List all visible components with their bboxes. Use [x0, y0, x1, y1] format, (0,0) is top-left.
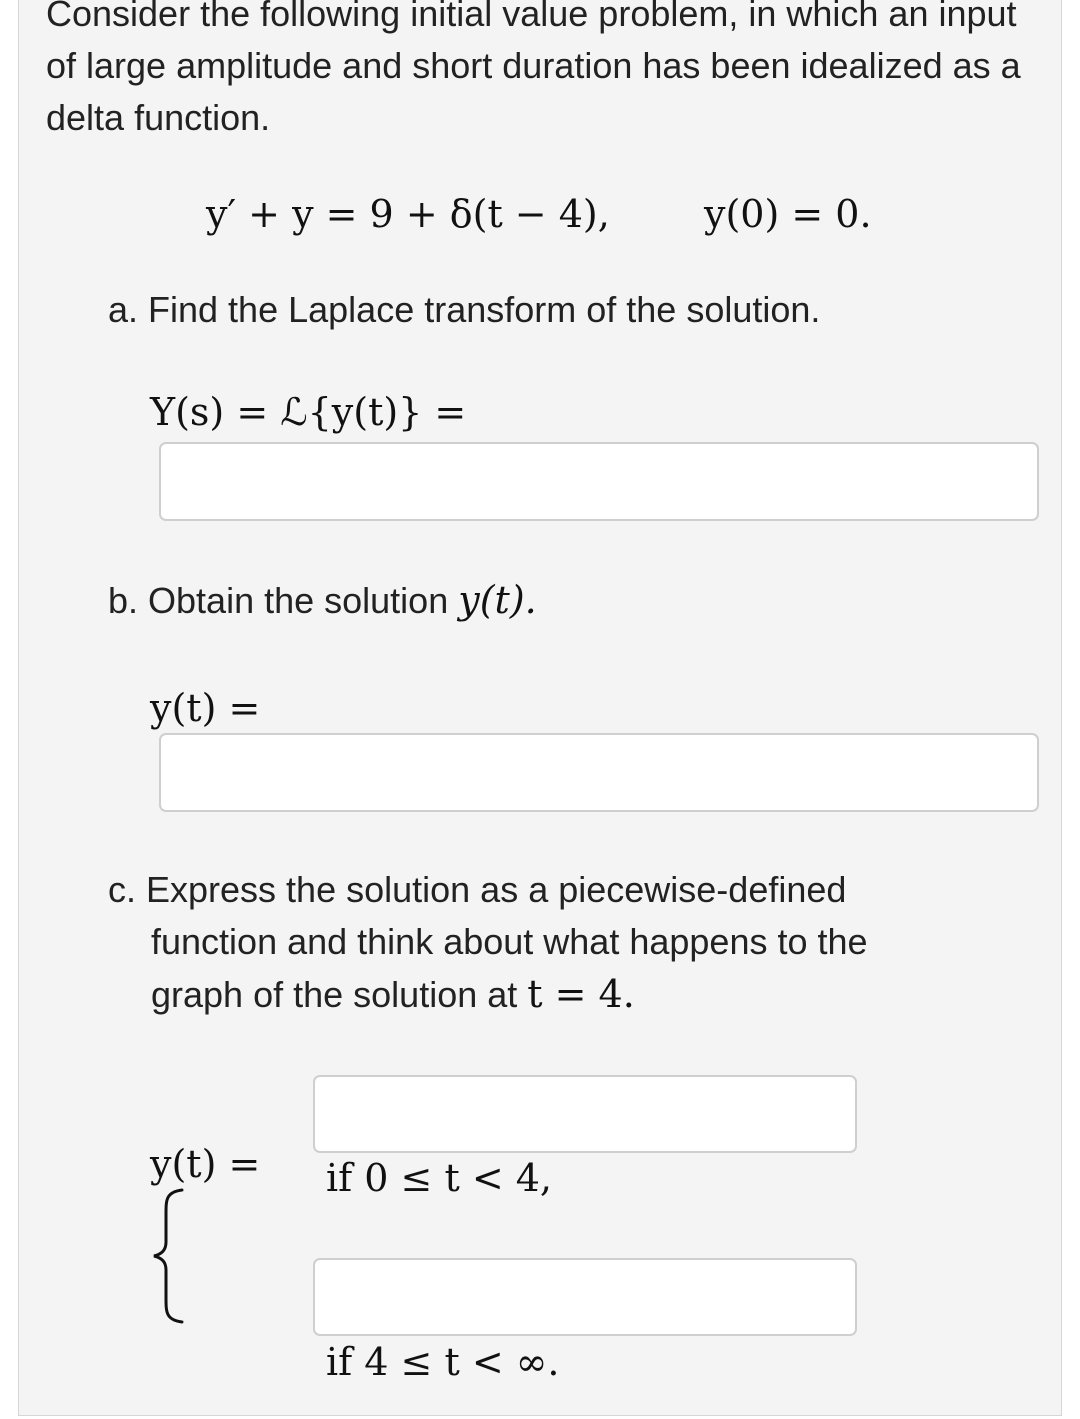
part-b-label-math: y(t).	[458, 578, 537, 622]
problem-statement: Consider the following initial value problem, in which an input of large amplitude and short duration has been idealized as a delta function.	[46, 0, 1021, 138]
part-c-label-line3-text: graph of the solution at	[151, 974, 518, 1015]
part-c-label-line3	[151, 968, 635, 1021]
part-b-label-text: b. Obtain the solution	[108, 580, 449, 621]
initial-condition: y(0) = 0.	[704, 192, 872, 236]
part-a-label: a. Find the Laplace transform of the solution.	[108, 289, 821, 330]
part-a-prompt: Y(s) = ℒ{y(t)} =	[150, 390, 467, 434]
part-c-label-line1: c. Express the solution as a piecewise-defined	[108, 869, 847, 910]
piecewise-brace	[148, 1186, 188, 1326]
laplace-transform-input[interactable]	[159, 442, 1039, 521]
part-b-label	[108, 574, 537, 627]
piecewise-second-input[interactable]	[313, 1258, 857, 1336]
part-b-prompt: y(t) =	[150, 686, 261, 730]
piecewise-first-input[interactable]	[313, 1075, 857, 1153]
ode-equation: y′ + y = 9 + δ(t − 4),	[206, 192, 610, 236]
solution-input[interactable]	[159, 733, 1039, 812]
part-c-label-line3-math: t = 4.	[527, 972, 635, 1016]
piecewise-prompt: y(t) =	[150, 1142, 261, 1186]
piecewise-second-condition: if 4 ≤ t < ∞.	[326, 1340, 560, 1384]
piecewise-first-condition: if 0 ≤ t < 4,	[326, 1156, 552, 1200]
part-c-label-line2: function and think about what happens to the	[151, 921, 868, 962]
